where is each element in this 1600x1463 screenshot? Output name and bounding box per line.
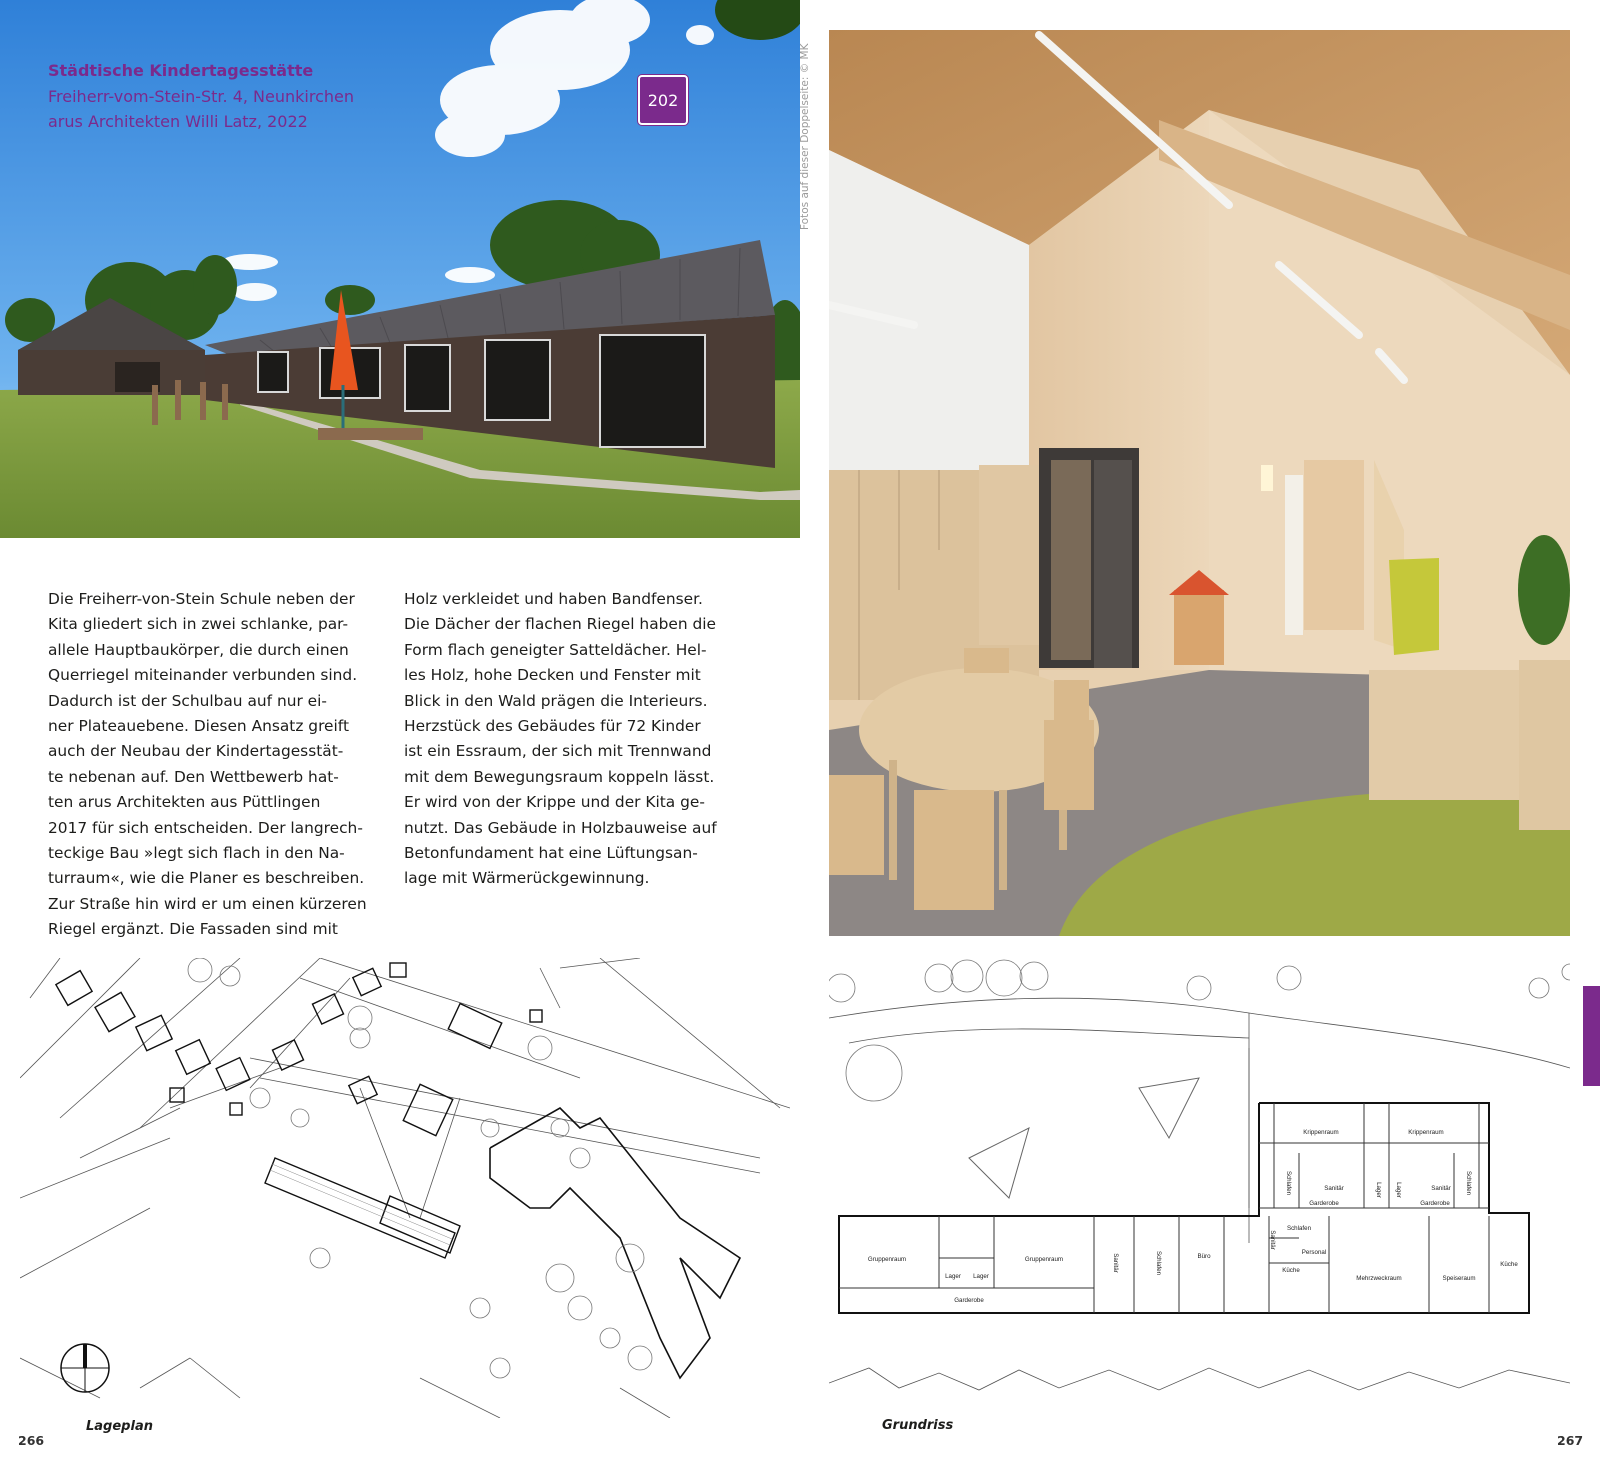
room-mehrzweckraum: Mehrzweckraum xyxy=(1356,1275,1402,1282)
photo-credit xyxy=(796,30,816,230)
room-garderobe-2: Garderobe xyxy=(1420,1200,1450,1207)
text-line: ten arus Architekten aus Püttlingen xyxy=(48,793,321,812)
text-line: Blick in den Wald prägen die Interieurs. xyxy=(404,691,708,710)
room-garderobe-1: Garderobe xyxy=(1309,1200,1339,1207)
site-plan-label: Lageplan xyxy=(86,1419,153,1434)
room-krippenraum-2: Krippenraum xyxy=(1408,1129,1444,1136)
caption-architect: arus Architekten Willi Latz, 2022 xyxy=(48,112,308,131)
caption-address: Freiherr-vom-Stein-Str. 4, Neunkirchen xyxy=(48,87,354,106)
floor-plan-label: Grundriss xyxy=(882,1418,954,1433)
text-line: Kita gliedert sich in zwei schlanke, par- xyxy=(48,615,349,634)
text-line: Zur Straße hin wird er um einen kürzeren xyxy=(48,894,367,913)
text-line: 2017 für sich entscheiden. Der langrech- xyxy=(48,818,363,837)
room-schlafen-1: Schlafen xyxy=(1285,1170,1292,1196)
room-sanitaer-1: Sanitär xyxy=(1324,1185,1344,1192)
room-sanitaer-4: Sanitär xyxy=(1269,1230,1276,1250)
text-line: Die Dächer der flachen Riegel haben die xyxy=(404,615,717,634)
room-lager-1: Lager xyxy=(1375,1182,1382,1198)
interior-photo xyxy=(829,30,1570,936)
text-line: turraum«, wie die Planer es beschreiben. xyxy=(48,869,365,888)
body-text-column-2 xyxy=(404,587,730,892)
room-schlafen-2: Schlafen xyxy=(1465,1170,1472,1196)
text-line: Herzstück des Gebäudes für 72 Kinder xyxy=(404,717,701,736)
room-lager-4: Lager xyxy=(973,1273,989,1280)
text-line: Form flach geneigter Satteldächer. Hel- xyxy=(404,640,707,659)
body-text-column-1 xyxy=(48,587,374,943)
text-line: auch der Neubau der Kindertagesstät- xyxy=(48,742,344,761)
page-number-right: 267 xyxy=(1557,1433,1584,1448)
room-personal: Personal xyxy=(1301,1249,1327,1256)
text-line: ist ein Essraum, der sich mit Trennwand xyxy=(404,742,712,761)
room-speiseraum: Speiseraum xyxy=(1442,1275,1476,1282)
room-gruppenraum-1: Gruppenraum xyxy=(867,1256,907,1263)
text-line: teckige Bau »legt sich flach in den Na- xyxy=(48,844,345,863)
room-garderobe-3: Garderobe xyxy=(954,1297,984,1304)
text-line: Betonfundament hat eine Lüftungsan- xyxy=(404,844,698,863)
project-number-badge: 202 xyxy=(638,75,688,125)
text-line: Querriegel miteinander verbunden sind. xyxy=(48,666,358,685)
caption-title: Städtische Kindertagesstätte xyxy=(48,61,314,80)
text-line: les Holz, hohe Decken und Fenster mit xyxy=(404,666,701,685)
floor-plan xyxy=(829,958,1570,1418)
room-lager-2: Lager xyxy=(1395,1182,1402,1198)
room-sanitaer-3: Sanitär xyxy=(1112,1253,1119,1273)
text-line: allele Hauptbaukörper, die durch einen xyxy=(48,640,349,659)
room-schlafen-4: Schlafen xyxy=(1286,1225,1312,1232)
room-kueche-1: Küche xyxy=(1282,1267,1300,1274)
room-krippenraum-1: Krippenraum xyxy=(1303,1129,1339,1136)
text-line: mit dem Bewegungsraum koppeln lässt. xyxy=(404,767,715,786)
text-line: te nebenan auf. Den Wettbewerb hat- xyxy=(48,767,339,786)
room-schlafen-3: Schlafen xyxy=(1155,1250,1162,1276)
text-line: Die Freiherr-von-Stein Schule neben der xyxy=(48,590,355,608)
room-gruppenraum-2: Gruppenraum xyxy=(1024,1256,1064,1263)
page-number-left: 266 xyxy=(18,1433,45,1448)
photo-credit-text: Fotos auf dieser Doppelseite: © MK xyxy=(799,43,811,230)
project-caption xyxy=(48,58,354,134)
text-line: Riegel ergänzt. Die Fassaden sind mit xyxy=(48,920,338,939)
room-buero: Büro xyxy=(1197,1253,1211,1260)
site-plan xyxy=(20,958,790,1418)
text-line: ner Plateauebene. Diesen Ansatz greift xyxy=(48,717,349,736)
exterior-photo xyxy=(0,0,800,538)
text-line: Dadurch ist der Schulbau auf nur ei- xyxy=(48,691,327,710)
text-line: Er wird von der Krippe und der Kita ge- xyxy=(404,793,705,812)
text-line: Holz verkleidet und haben Bandfenser. xyxy=(404,590,703,608)
room-kueche-2: Küche xyxy=(1500,1261,1518,1268)
chapter-tab-marker xyxy=(1583,986,1600,1086)
text-line: nutzt. Das Gebäude in Holzbauweise auf xyxy=(404,818,717,837)
text-line: lage mit Wärmerückgewinnung. xyxy=(404,869,650,888)
room-sanitaer-2: Sanitär xyxy=(1431,1185,1451,1192)
room-lager-3: Lager xyxy=(945,1273,961,1280)
